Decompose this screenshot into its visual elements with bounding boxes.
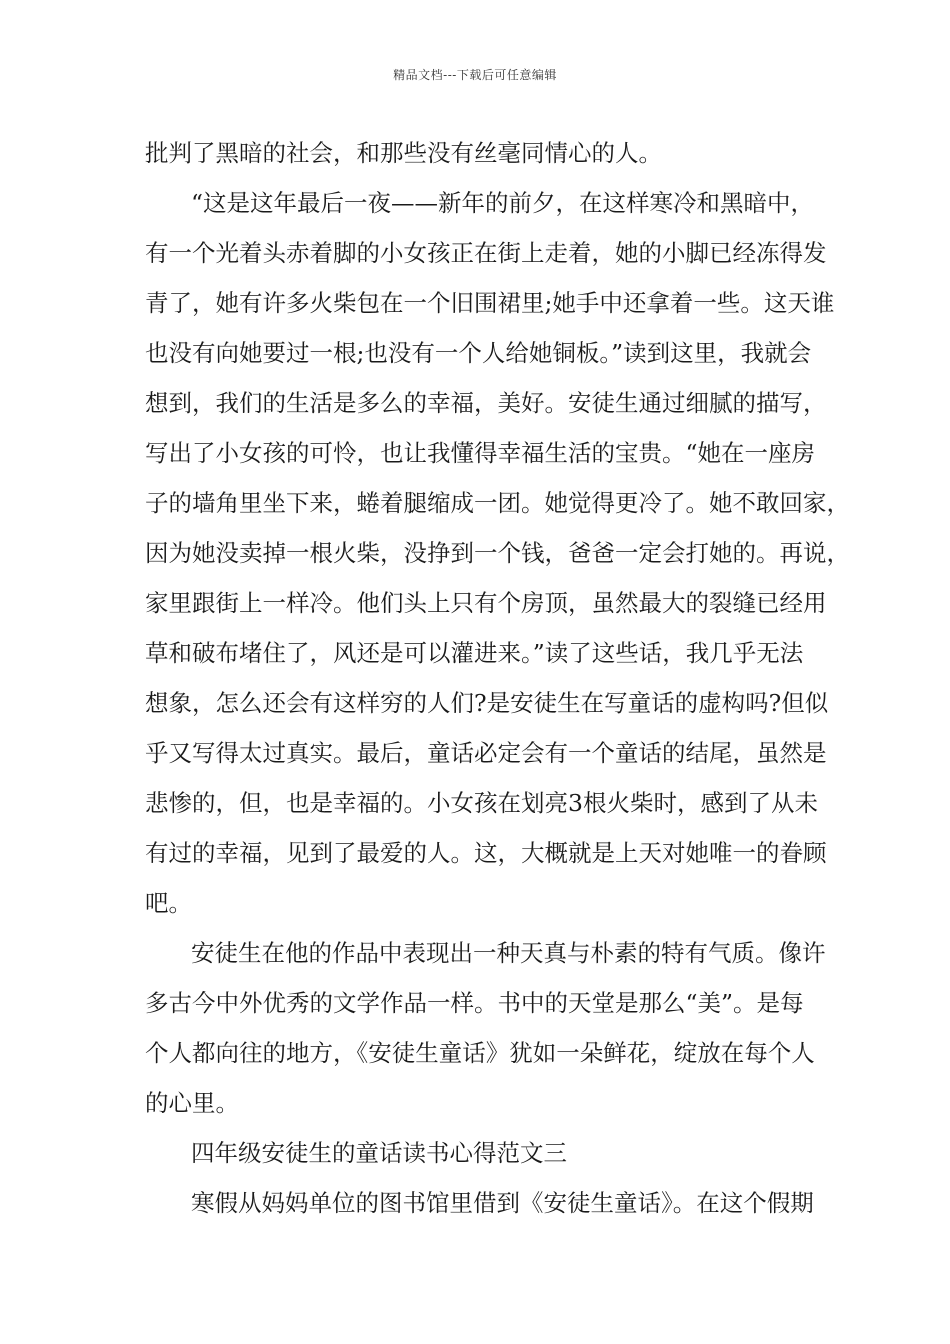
text-line: 的心里。: [145, 1089, 239, 1117]
text-line: 草和破布堵住了，风还是可以灌进来。”读了这些话，我几乎无法: [145, 639, 804, 667]
text-line: 有过的幸福，见到了最爱的人。这，大概就是上天对她唯一的眷顾: [145, 839, 827, 867]
text-line: 寒假从妈妈单位的图书馆里借到《安徒生童话》。在这个假期: [191, 1189, 814, 1217]
text-line: 吧。: [145, 889, 192, 917]
text-line: 因为她没卖掉一根火柴，没挣到一个钱，爸爸一定会打她的。再说，: [145, 539, 850, 567]
text-line: 写出了小女孩的可怜，也让我懂得幸福生活的宝贵。“她在一座房: [145, 439, 816, 467]
document-body: [145, 128, 850, 1228]
text-line: 想到，我们的生活是多么的幸福，美好。安徒生通过细腻的描写，: [145, 389, 827, 417]
text-line: “这是这年最后一夜——新年的前夕，在这样寒冷和黑暗中，: [191, 189, 815, 217]
text-line: 悲惨的，但，也是幸福的。小女孩在划亮3根火柴时，感到了从未: [145, 789, 818, 817]
text-line: 也没有向她要过一根;也没有一个人给她铜板。”读到这里，我就会: [145, 339, 812, 367]
text-line: 想象，怎么还会有这样穷的人们?是安徒生在写童话的虚构吗?但似: [145, 689, 829, 717]
text-line: 批判了黑暗的社会，和那些没有丝毫同情心的人。: [145, 139, 662, 167]
text-line: 有一个光着头赤着脚的小女孩正在街上走着，她的小脚已经冻得发: [145, 239, 827, 267]
text-line: 多古今中外优秀的文学作品一样。书中的天堂是那么“美”。是每: [145, 989, 804, 1017]
text-line: 安徒生在他的作品中表现出一种天真与朴素的特有气质。像许: [191, 939, 826, 967]
text-line: 青了，她有许多火柴包在一个旧围裙里;她手中还拿着一些。这天谁: [145, 289, 835, 317]
text-line: 子的墙角里坐下来，蜷着腿缩成一团。她觉得更冷了。她不敢回家，: [145, 489, 850, 517]
text-line: 四年级安徒生的童话读书心得范文三: [191, 1139, 567, 1167]
text-line: 家里跟街上一样冷。他们头上只有个房顶，虽然最大的裂缝已经用: [145, 589, 827, 617]
text-line: 乎又写得太过真实。最后，童话必定会有一个童话的结尾，虽然是: [145, 739, 827, 767]
page-header: 精品文档---下载后可任意编辑: [393, 68, 557, 82]
text-line: 个人都向往的地方，《安徒生童话》犹如一朵鲜花，绽放在每个人: [145, 1039, 815, 1067]
